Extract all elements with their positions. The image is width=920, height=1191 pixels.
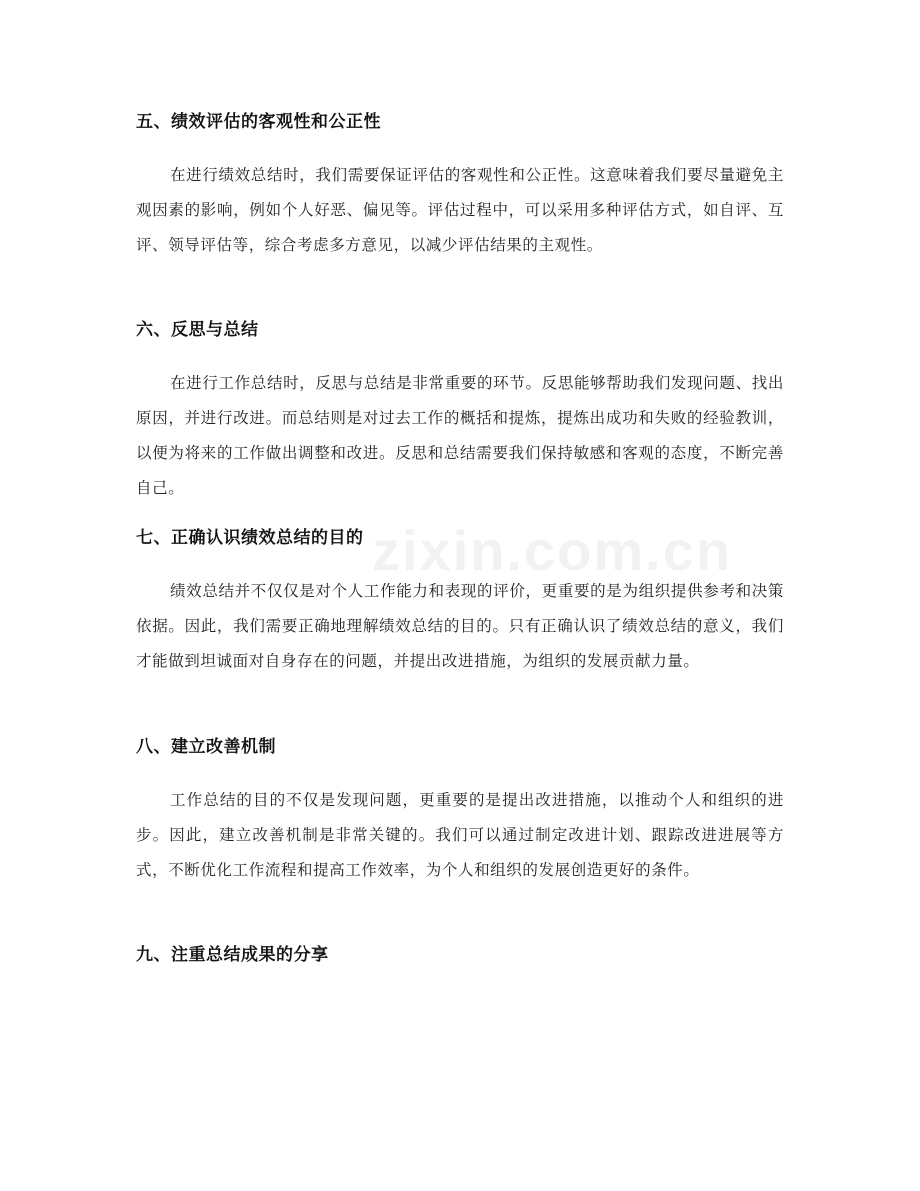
section-7	[136, 526, 784, 679]
section-8	[136, 735, 784, 888]
watermark: zixin.com.cn	[372, 519, 733, 582]
section-heading: 六、反思与总结	[136, 320, 259, 340]
section-paragraph: 在进行工作总结时，反思与总结是非常重要的环节。反思能够帮助我们发现问题、找出原因，并进行改进。而总结则是对过去工作的概括和提炼，提炼出成功和失败的经验教训，以便为将来的工作做出调整和改进。反思和总结需要我们保持敏感和客观的态度，不断完善自己。	[136, 374, 784, 497]
section-paragraph: 绩效总结并不仅仅是对个人工作能力和表现的评价，更重要的是为组织提供参考和决策依据。因此，我们需要正确地理解绩效总结的目的。只有正确认识了绩效总结的意义，我们才能做到坦诚面对自身存在的问题，并提出改进措施，为组织的发展贡献力量。	[136, 582, 784, 670]
section-6	[136, 318, 784, 506]
section-5	[136, 110, 784, 263]
section-9	[136, 943, 784, 967]
section-heading: 五、绩效评估的客观性和公正性	[136, 112, 381, 132]
section-heading: 九、注重总结成果的分享	[136, 945, 329, 965]
section-paragraph: 在进行绩效总结时，我们需要保证评估的客观性和公正性。这意味着我们要尽量避免主观因素的影响，例如个人好恶、偏见等。评估过程中，可以采用多种评估方式，如自评、互评、领导评估等，综合考虑多方意见，以减少评估结果的主观性。	[136, 166, 784, 254]
section-heading: 八、建立改善机制	[136, 737, 276, 757]
section-heading: 七、正确认识绩效总结的目的	[136, 528, 364, 548]
section-paragraph: 工作总结的目的不仅是发现问题，更重要的是提出改进措施，以推动个人和组织的进步。因此，建立改善机制是非常关键的。我们可以通过制定改进计划、跟踪改进进展等方式，不断优化工作流程和提高工作效率，为个人和组织的发展创造更好的条件。	[136, 791, 784, 879]
